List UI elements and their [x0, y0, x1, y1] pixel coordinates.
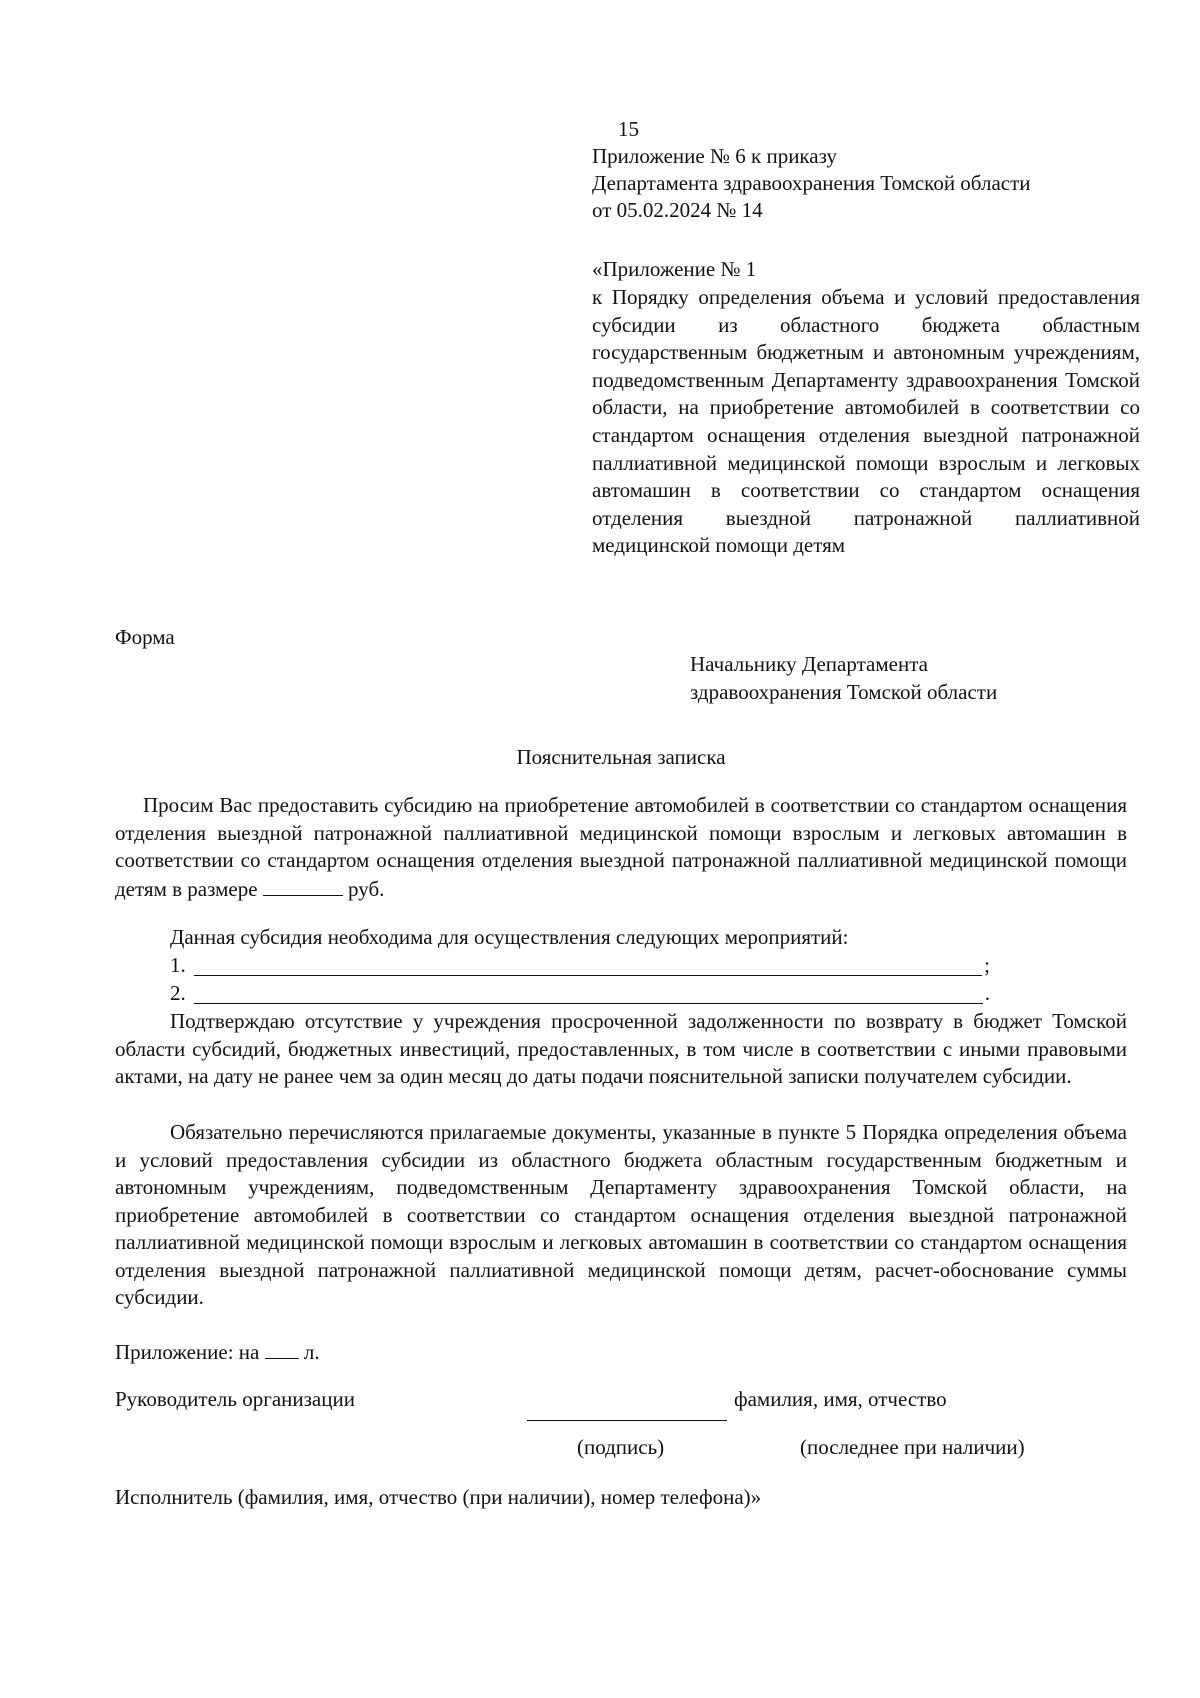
addressee [690, 650, 997, 706]
document-title: Пояснительная записка [516, 745, 726, 769]
measure-item [170, 980, 990, 1007]
form-label: Форма [115, 625, 175, 649]
measure-item-blank [194, 982, 983, 1004]
inner-appendix-text: к Порядку определения объема и условий предоставления субсидии из областного бюджета областным государственным бюджетным и автономным учреждениям, подведомственным Департаменту здравоохранения Томской области, на приобретение автомобилей в соответствии со стандартом оснащения отделения выездной патронажной паллиативной медицинской помощи взрослым и легковых автомашин в соответствии со стандартом оснащения отделения выездной патронажной паллиативной медицинской помощи детям [592, 285, 1140, 558]
measure-item [170, 952, 990, 979]
measure-item-end: . [984, 981, 990, 1005]
appendix-header-line: Департамента здравоохранения Томской области [592, 171, 1031, 195]
paragraph-request-text: Просим Вас предоставить субсидию на приобретение автомобилей в соответствии со стандартом оснащения отделения выездной патронажной паллиативной медицинской помощи взрослым и легковых автомашин в соответствии со стандартом оснащения отделения выездной патронажной паллиативной медицинской помощи детям в размере [115, 793, 1127, 901]
amount-blank [263, 875, 343, 896]
measure-item-number: 1. [170, 953, 186, 977]
paragraph-confirmation: Подтверждаю отсутствие у учреждения просроченной задолженности по возврату в бюджет Томской области субсидий, бюджетных инвестиций, предоставленных, в том числе в соответствии с иными правовыми актами, на дату не ранее чем за один месяц до даты подачи пояснительной записки получателем субсидии. [115, 1009, 1127, 1088]
paragraph-request [115, 792, 1127, 903]
inner-appendix-title: «Приложение № 1 [592, 257, 757, 281]
attachment-prefix: Приложение: на [115, 1340, 260, 1364]
attachment-line [115, 1338, 320, 1366]
signature-caption: (подпись) [577, 1435, 665, 1459]
page-number: 15 [618, 117, 639, 141]
patronymic-caption: (последнее при наличии) [800, 1435, 1025, 1459]
paragraph-documents: Обязательно перечисляются прилагаемые документы, указанные в пункте 5 Порядка определения объема и условий предоставления субсидии из областного бюджета областным государственным бюджетным и автономным учреждениям, подведомственным Департаменту здравоохранения Томской области, на приобретение автомобилей в соответствии со стандартом оснащения отделения выездной патронажной паллиативной медицинской помощи взрослым и легковых автомашин в соответствии со стандартом оснащения отделения выездной патронажной паллиативной медицинской помощи детям, расчет-обоснование суммы субсидии. [115, 1120, 1127, 1309]
head-label: Руководитель организации [115, 1387, 355, 1411]
signature-line [527, 1420, 727, 1421]
appendix-header-line: от 05.02.2024 № 14 [592, 198, 763, 222]
measure-item-end: ; [984, 953, 990, 977]
appendix-header-line: Приложение № 6 к приказу [592, 144, 837, 168]
currency-label: руб. [348, 876, 385, 901]
paragraph-measures-intro: Данная субсидия необходима для осуществления следующих мероприятий: [170, 925, 849, 949]
executor-line: Исполнитель (фамилия, имя, отчество (при наличии), номер телефона)» [115, 1485, 762, 1509]
attachment-suffix: л. [303, 1340, 320, 1364]
addressee-line: здравоохранения Томской области [690, 680, 998, 704]
appendix-header [592, 143, 1152, 224]
measure-item-blank [194, 954, 982, 976]
fio-label: фамилия, имя, отчество [734, 1387, 947, 1411]
addressee-line: Начальнику Департамента [690, 652, 928, 676]
measure-item-number: 2. [170, 981, 186, 1005]
attachment-pages-blank [265, 1338, 299, 1359]
